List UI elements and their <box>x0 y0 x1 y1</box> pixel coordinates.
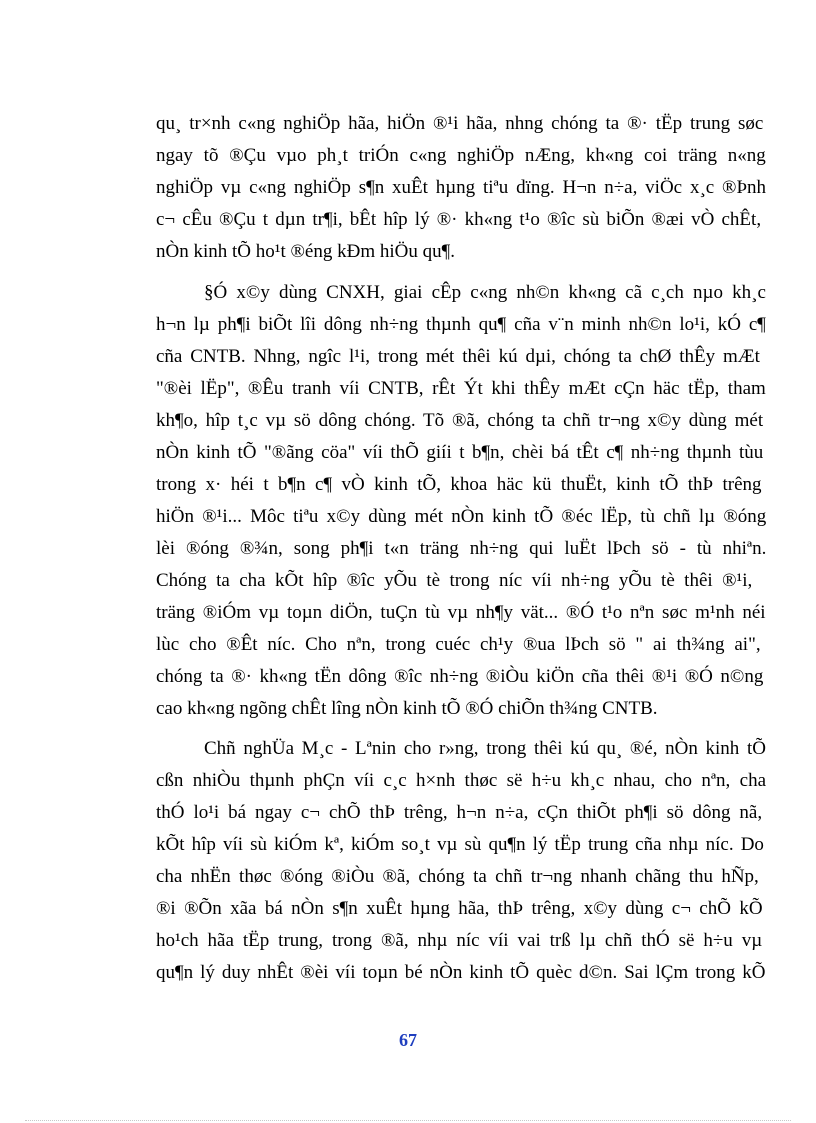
text-line: cao kh«ng ngõng chÊt lîng nÒn kinh tÕ ®Ó chiÕn th¾ng CNTB. <box>156 698 658 719</box>
text-line: kÕt hîp víi sù kiÓm kª, kiÓm so¸t vµ sù qu¶n lý tËp trung cña nhµ níc. Do <box>156 834 764 855</box>
text-line: nÒn kinh tÕ ho¹t ®éng kÐm hiÖu qu¶. <box>156 241 455 262</box>
text-line: h¬n lµ ph¶i biÕt lîi dông nh÷ng thµnh qu¶ cña v¨n minh nh©n lo¹i, kÓ c¶ <box>156 314 766 335</box>
text-line: ®i ®Õn xãa bá nÒn s¶n xuÊt hµng hãa, thÞ trêng, x©y dùng c¬ chÕ kÕ <box>156 898 763 919</box>
text-line: qu¶n lý duy nhÊt ®èi víi toµn bé nÒn kinh tÕ quèc d©n. Sai lÇm trong kÕ <box>156 962 766 983</box>
text-line: cha nhËn thøc ®óng ®iÒu ®ã, chóng ta chñ tr¬ng nhanh chãng thu hÑp, <box>156 866 759 887</box>
text-line: nÒn kinh tÕ "®ãng cöa" víi thÕ giíi t b¶n, chèi bá tÊt c¶ nh÷ng thµnh tùu <box>156 442 764 463</box>
text-line: trong x· héi t b¶n c¶ vÒ kinh tÕ, khoa häc kü thuËt, kinh tÕ thÞ trêng <box>156 474 762 495</box>
text-line: Chóng ta cha kÕt hîp ®îc yÕu tè trong níc víi nh÷ng yÕu tè thêi ®¹i, <box>156 570 753 591</box>
text-line: nghiÖp vµ c«ng nghiÖp s¶n xuÊt hµng tiªu dïng. H¬n n÷a, viÖc x¸c ®Þnh <box>156 177 767 198</box>
text-line: lùc cho ®Êt níc. Cho nªn, trong cuéc ch¹y ®ua lÞch sö " ai th¾ng ai", <box>156 634 761 655</box>
text-line: hiÖn ®¹i... Môc tiªu x©y dùng mét nÒn kinh tÕ ®éc lËp, tù chñ lµ ®óng <box>156 506 767 527</box>
page-number: 67 <box>399 1030 417 1050</box>
bottom-divider <box>25 1120 791 1121</box>
text-line: chóng ta ®· kh«ng tËn dông ®îc nh÷ng ®iÒu kiÖn cña thêi ®¹i ®Ó n©ng <box>156 666 764 687</box>
text-line: träng ®iÓm vµ toµn diÖn, tuÇn tù vµ nh¶y vät... ®Ó t¹o nªn søc m¹nh néi <box>156 602 766 623</box>
text-line: thÓ lo¹i bá ngay c¬ chÕ thÞ trêng, h¬n n÷a, cÇn thiÕt ph¶i sö dông nã, <box>156 802 763 823</box>
text-line: ngay tõ ®Çu vµo ph¸t triÓn c«ng nghiÖp nÆng, kh«ng coi träng n«ng <box>156 145 766 166</box>
text-line: lèi ®óng ®¾n, song ph¶i t«n träng nh÷ng qui luËt lÞch sö - tù nhiªn. <box>156 538 767 559</box>
text-line: c¬ cÊu ®Çu t dµn tr¶i, bÊt hîp lý ®· kh«ng t¹o ®îc sù biÕn ®æi vÒ chÊt, <box>156 209 762 230</box>
text-line: ho¹ch hãa tËp trung, trong ®ã, nhµ níc víi vai trß lµ chñ thÓ së h÷u vµ <box>156 930 763 951</box>
text-line: §Ó x©y dùng CNXH, giai cÊp c«ng nh©n kh«ng cã c¸ch nµo kh¸c <box>204 282 766 303</box>
text-line: "®èi lËp", ®Êu tranh víi CNTB, rÊt Ýt khi thÊy mÆt cÇn häc tËp, tham <box>156 378 766 399</box>
text-line: qu¸ tr×nh c«ng nghiÖp hãa, hiÖn ®¹i hãa, nhng chóng ta ®· tËp trung søc <box>156 113 764 134</box>
text-line: cña CNTB. Nhng, ngîc l¹i, trong mét thêi kú dµi, chóng ta chØ thÊy mÆt <box>156 346 760 367</box>
text-line: kh¶o, hîp t¸c vµ sö dông chóng. Tõ ®ã, chóng ta chñ tr¬ng x©y dùng mét <box>156 410 764 431</box>
text-line: Chñ nghÜa M¸c - Lªnin cho r»ng, trong thêi kú qu¸ ®é, nÒn kinh tÕ <box>204 738 766 759</box>
text-line: cßn nhiÒu thµnh phÇn víi c¸c h×nh thøc së h÷u kh¸c nhau, cho nªn, cha <box>156 770 766 791</box>
